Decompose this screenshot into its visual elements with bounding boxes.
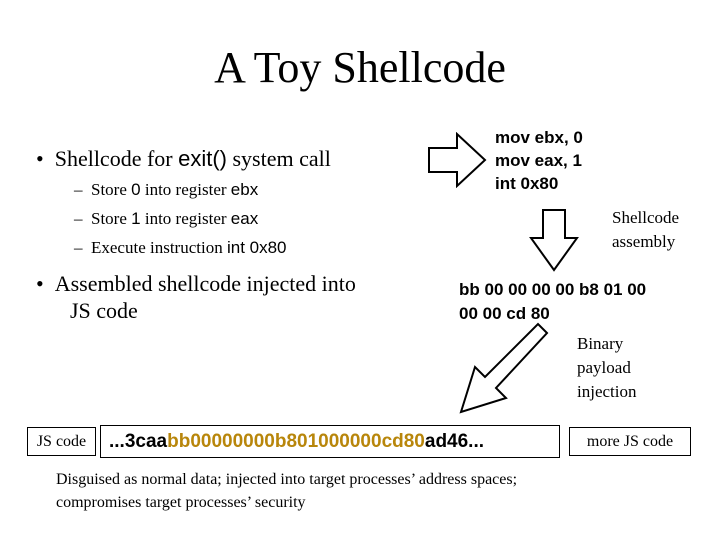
more-js-code-box: more JS code xyxy=(569,427,691,456)
sub-bullet-store-eax: – Store 1 into register eax xyxy=(74,209,259,228)
footer-note: Disguised as normal data; injected into target processes’ address spaces; compromises target processes’ security xyxy=(56,471,518,511)
shellcode-bytes-highlight: bb00000000b801000000cd80 xyxy=(167,430,425,452)
assembly-code: mov ebx, 0 mov eax, 1 int 0x80 xyxy=(495,128,583,193)
sub-bullet-store-ebx: – Store 0 into register ebx xyxy=(74,180,259,199)
payload-string-box: ...3caa bb00000000b801000000cd80 ad46... xyxy=(100,425,560,458)
label-shellcode-assembly: Shellcode assembly xyxy=(612,208,680,251)
exit-term: exit() xyxy=(178,146,227,171)
shellcode-bytes: bb 00 00 00 00 b8 01 00 00 00 cd 80 xyxy=(459,280,647,323)
bullet-dot: • xyxy=(36,271,55,296)
sub-bullet-execute: – Execute instruction int 0x80 xyxy=(74,238,287,257)
bullet-shellcode-exit: • Shellcode for exit() system call xyxy=(36,146,331,171)
diagonal-arrow-icon xyxy=(453,320,553,420)
slide-title: A Toy Shellcode xyxy=(214,43,506,92)
right-arrow-icon xyxy=(427,132,487,188)
js-code-box: JS code xyxy=(27,427,96,456)
label-binary-payload: Binary payload injection xyxy=(577,334,637,401)
down-arrow-icon xyxy=(529,208,579,272)
bullet-assembled-shellcode: • Assembled shellcode injected into JS code xyxy=(36,271,356,323)
bullet-dot: • xyxy=(36,146,55,171)
